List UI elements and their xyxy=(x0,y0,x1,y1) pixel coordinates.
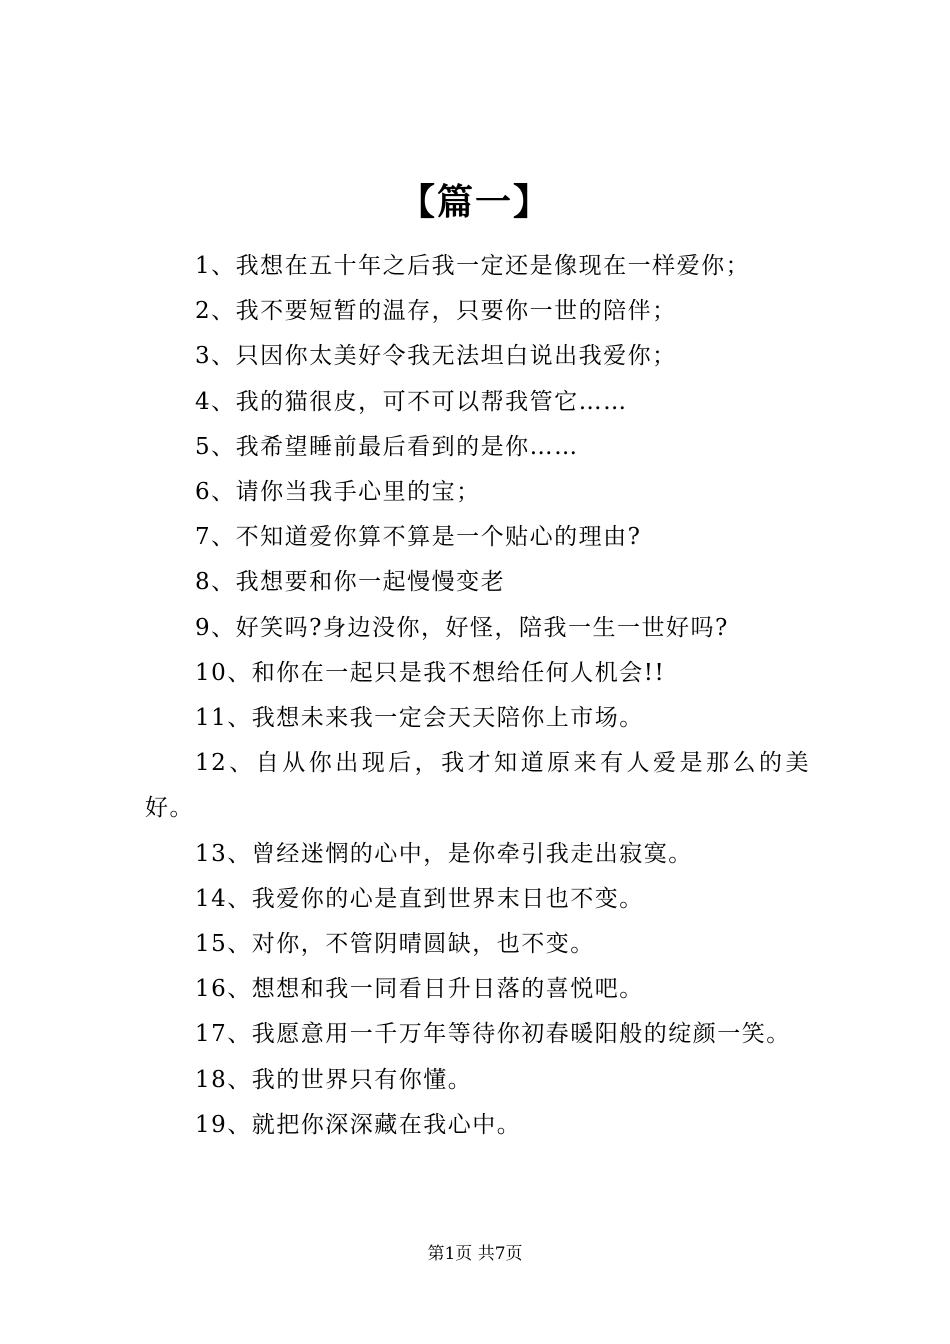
list-item: 18、我的世界只有你懂。 xyxy=(195,1066,473,1093)
list-item: 6、请你当我手心里的宝； xyxy=(195,479,481,506)
list-item: 16、想想和我一同看日升日落的喜悦吧。 xyxy=(195,976,644,1003)
list-item: 13、曾经迷惘的心中，是你牵引我走出寂寞。 xyxy=(195,840,693,867)
list-item: 5、我希望睡前最后看到的是你…… xyxy=(195,433,579,460)
list-item: 3、只因你太美好令我无法坦白说出我爱你； xyxy=(195,343,677,370)
list-item: 12、自从你出现后，我才知道原来有人爱是那么的美好。 xyxy=(145,750,810,822)
page-footer: 第1页 共7页 xyxy=(427,1244,523,1264)
list-item: 2、我不要短暂的温存，只要你一世的陪伴； xyxy=(195,298,677,325)
document-title: 【篇一】 xyxy=(398,181,551,223)
line-list xyxy=(145,244,810,1148)
list-item: 8、我想要和你一起慢慢变老 xyxy=(195,569,506,596)
list-item: 11、我想未来我一定会天天陪你上市场。 xyxy=(195,705,644,732)
list-item: 14、我爱你的心是直到世界末日也不变。 xyxy=(195,885,644,912)
list-item: 17、我愿意用一千万年等待你初春暖阳般的绽颜一笑。 xyxy=(195,1021,791,1048)
list-item: 10、和你在一起只是我不想给任何人机会!! xyxy=(195,659,666,686)
list-item: 19、就把你深深藏在我心中。 xyxy=(195,1111,522,1138)
list-item: 9、好笑吗?身边没你，好怪，陪我一生一世好吗? xyxy=(195,614,729,641)
list-item: 7、不知道爱你算不算是一个贴心的理由? xyxy=(195,524,642,551)
list-item: 15、对你，不管阴晴圆缺，也不变。 xyxy=(195,931,595,958)
list-item: 4、我的猫很皮，可不可以帮我管它…… xyxy=(195,388,628,415)
list-item: 1、我想在五十年之后我一定还是像现在一样爱你； xyxy=(195,253,751,279)
